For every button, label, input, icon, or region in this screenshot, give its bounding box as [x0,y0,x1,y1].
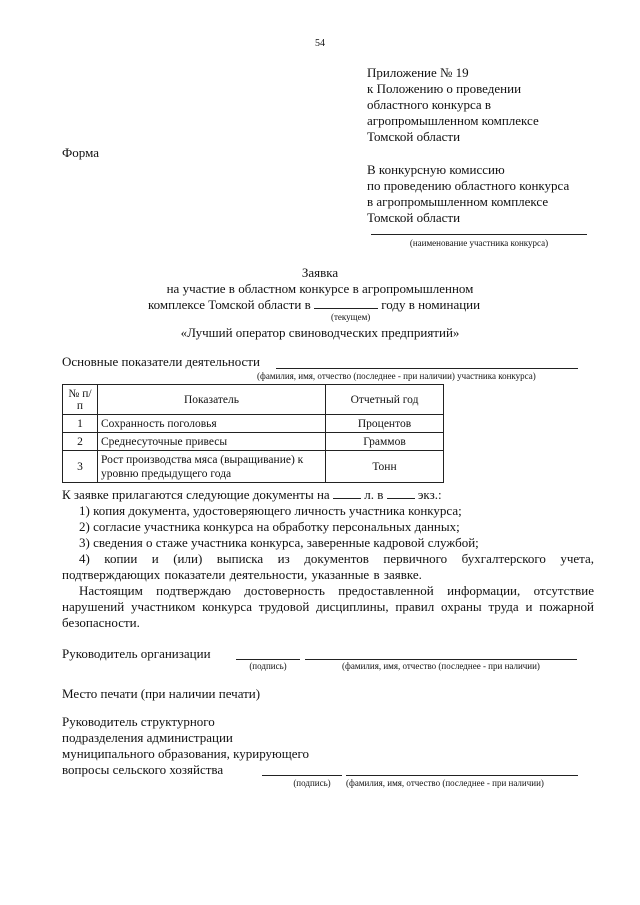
application-title: Заявка [301,265,339,280]
signature2-label-line: подразделения администрации [62,730,233,745]
signature1-sign-caption: (подпись) [249,661,287,671]
row-number: 1 [63,415,98,433]
addressee-line: В конкурсную комиссию [367,162,505,177]
appendix-line: к Положению о проведении [367,81,522,96]
signature2-label-line: муниципального образования, курирующего [62,746,310,761]
row-unit: Граммов [326,433,444,451]
header-indicator: Показатель [98,385,326,415]
form-label: Форма [62,145,99,160]
signature1-sign-line[interactable] [236,659,300,660]
signature2-name-line[interactable] [346,775,578,776]
table-header-row [63,385,444,415]
signature2-name-caption: (фамилия, имя, отчество (последнее - при наличии) [346,778,544,788]
copies-blank[interactable] [387,487,415,499]
row-number: 2 [63,433,98,451]
document-item: 3) сведения о стаже участника конкурса, заверенные кадровой службой; [79,535,479,550]
nomination: «Лучший оператор свиноводческих предприятий» [180,325,460,340]
row-number: 3 [63,451,98,483]
signature1-label: Руководитель организации [62,646,211,661]
participant-name-line[interactable] [371,234,587,235]
signature2-label-line: Руководитель структурного [62,714,215,729]
signature2-label [62,714,382,778]
current-caption: (текущем) [331,312,371,322]
table-row [63,433,444,451]
indicators-participant-line[interactable] [276,368,578,369]
signature2-label-line: вопросы сельского хозяйства [62,762,224,777]
documents-intro-b: л. в [364,487,384,502]
row-unit: Процентов [326,415,444,433]
indicators-caption: (фамилия, имя, отчество (последнее - при наличии) участника конкурса) [257,371,536,381]
application-line2-a: комплексе Томской области в [148,297,311,312]
confirmation-text: Настоящим подтверждаю достоверность предоставленной информации, отсутствие нарушений участником конкурса трудовой дисциплины, правил охраны труда и пожарной безопасности. [62,583,594,630]
header-number: № п/п [63,385,98,415]
indicators-table [62,384,444,483]
appendix-title: Приложение № 19 [367,65,469,80]
year-blank[interactable] [314,297,378,309]
row-unit: Тонн [326,451,444,483]
row-indicator: Среднесуточные привесы [98,433,326,451]
indicators-label: Основные показатели деятельности [62,354,260,369]
appendix-block [367,65,627,145]
pages-blank[interactable] [333,487,361,499]
application-line1: на участие в областном конкурсе в агропромышленном [166,281,474,296]
application-line2 [148,297,548,313]
document-item: 4) копии и (или) выписка из документов первичного бухгалтерского учета, подтверждающих показатели деятельности, указанные в заявке. [62,551,594,582]
documents-intro-a: К заявке прилагаются следующие документы на [62,487,330,502]
documents-intro [62,487,602,503]
row-indicator: Сохранность поголовья [98,415,326,433]
stamp-place: Место печати (при наличии печати) [62,686,261,701]
application-line2-b: году в номинации [381,297,481,312]
page-number: 54 [315,38,325,49]
documents-intro-c: экз.: [417,487,442,502]
document-item: 1) копия документа, удостоверяющего личность участника конкурса; [79,503,462,518]
signature2-sign-caption: (подпись) [293,778,331,788]
table-row [63,415,444,433]
appendix-line: Томской области [367,129,461,144]
addressee-block [367,162,627,226]
participant-name-caption: (наименование участника конкурса) [409,238,549,248]
signature1-name-line[interactable] [305,659,577,660]
signature1-name-caption: (фамилия, имя, отчество (последнее - при наличии) [342,661,540,671]
row-indicator: Рост производства мяса (выращивание) к уровню предыдущего года [98,451,326,483]
document-item: 2) согласие участника конкурса на обработку персональных данных; [79,519,460,534]
header-year: Отчетный год [326,385,444,415]
table-row [63,451,444,483]
addressee-line: в агропромышленном комплексе [367,194,549,209]
appendix-line: областного конкурса в [367,97,492,112]
addressee-line: Томской области [367,210,461,225]
signature2-sign-line[interactable] [262,775,342,776]
addressee-line: по проведению областного конкурса [367,178,570,193]
appendix-line: агропромышленном комплексе [367,113,539,128]
